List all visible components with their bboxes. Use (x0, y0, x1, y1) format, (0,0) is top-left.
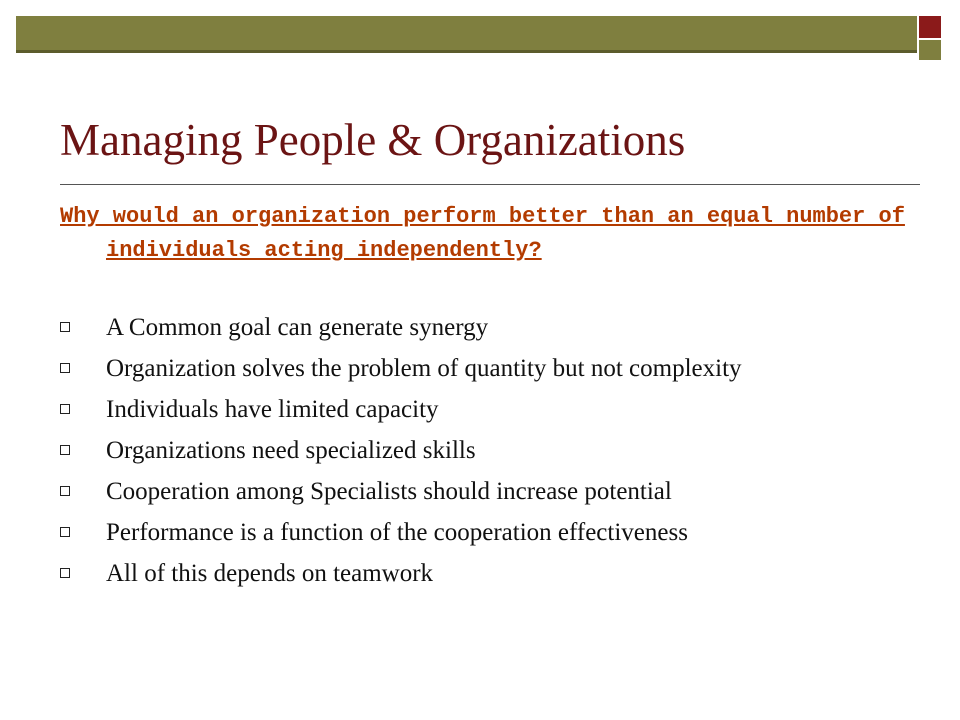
square-bullet-icon (60, 363, 70, 373)
bullet-item (60, 559, 920, 589)
bullet-list (60, 313, 920, 600)
bullet-text: Individuals have limited capacity (106, 396, 439, 423)
square-bullet-icon (60, 404, 70, 414)
bullet-item (60, 395, 920, 425)
bullet-item (60, 518, 920, 548)
corner-accent-olive (919, 40, 941, 60)
bullet-item (60, 477, 920, 507)
square-bullet-icon (60, 568, 70, 578)
header-decor-bar (16, 16, 917, 50)
bullet-item (60, 313, 920, 343)
bullet-item (60, 354, 920, 384)
bullet-text: Organization solves the problem of quantity but not complexity (106, 355, 742, 382)
title-divider (60, 184, 920, 185)
bullet-text: Organizations need specialized skills (106, 437, 476, 464)
slide-title: Managing People & Organizations (60, 115, 686, 165)
square-bullet-icon (60, 445, 70, 455)
bullet-text: Cooperation among Specialists should increase potential (106, 478, 672, 505)
corner-accent-maroon (919, 16, 941, 38)
square-bullet-icon (60, 527, 70, 537)
bullet-text: All of this depends on teamwork (106, 560, 434, 587)
bullet-text: A Common goal can generate synergy (106, 314, 489, 341)
bullet-text: Performance is a function of the cooperation effectiveness (106, 519, 688, 546)
bullet-item (60, 436, 920, 466)
square-bullet-icon (60, 486, 70, 496)
header-decor-underline (16, 50, 917, 53)
slide-question: Why would an organization perform better than an equal number of individuals acting independently? (60, 204, 905, 263)
square-bullet-icon (60, 322, 70, 332)
